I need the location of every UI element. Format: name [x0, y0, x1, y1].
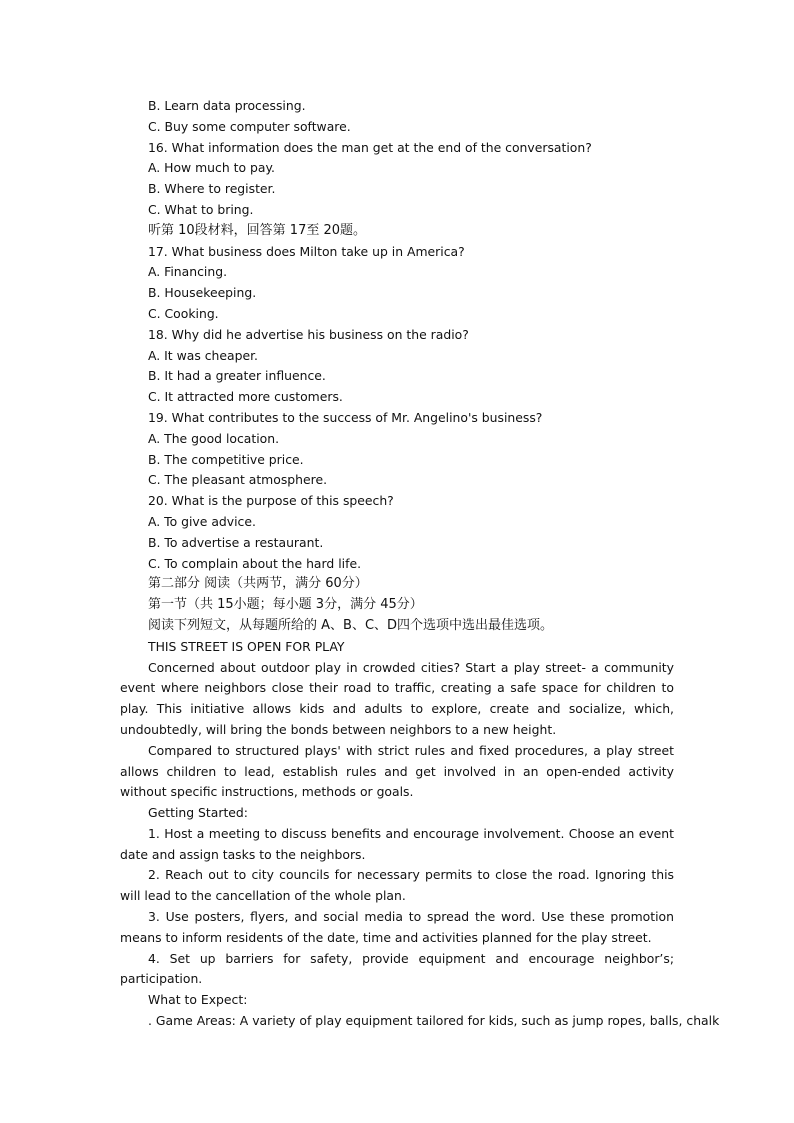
option-line: A. It was cheaper. [148, 347, 258, 363]
question-line: 20. What is the purpose of this speech? [148, 493, 394, 509]
section-instruction: 听第 10段材料，回答第 17至 20题。 [148, 222, 367, 238]
question-line: 17. What business does Milton take up in America? [148, 243, 465, 259]
option-line: B. To advertise a restaurant. [148, 534, 324, 550]
option-line: C. Buy some computer software. [148, 118, 351, 134]
question-line: 18. Why did he advertise his business on the radio? [148, 326, 469, 342]
question-line: 16. What information does the man get at the end of the conversation? [148, 139, 592, 155]
getting-started-heading: Getting Started: [148, 805, 248, 821]
part-heading: 第二部分 阅读（共两节，满分 60分） [148, 576, 368, 592]
step-item: 4. Set up barriers for safety, provide equipment and encourage neighbor’s; participation. [120, 950, 674, 987]
option-line: A. Financing. [148, 264, 228, 280]
option-line: A. The good location. [148, 430, 280, 446]
step-item: 3. Use posters, flyers, and social media to spread the word. Use these promotion means to inform residents of the date, time and activities planned for the play street. [120, 909, 674, 945]
option-line: B. Where to register. [148, 181, 276, 197]
option-line: B. It had a greater influence. [148, 368, 326, 384]
option-line: B. Learn data processing. [148, 98, 306, 113]
option-line: C. It attracted more customers. [148, 389, 343, 405]
step-item: 1. Host a meeting to discuss benefits and encourage involvement. Choose an event date and assign tasks to the neighbors. [120, 825, 674, 862]
option-line: B. Housekeeping. [148, 285, 257, 301]
step-item: 2. Reach out to city councils for necessary permits to close the road. Ignoring this will lead to the cancellation of the whole plan. [120, 867, 674, 904]
what-to-expect-heading: What to Expect: [148, 992, 248, 1008]
reading-instruction: 阅读下列短文，从每题所给的 A、B、C、D四个选项中选出最佳选项。 [148, 617, 554, 633]
question-line: 19. What contributes to the success of Mr. Angelino's business? [148, 409, 543, 425]
passage-paragraph: Compared to structured plays' with strict rules and fixed procedures, a play street allows children to lead, establish rules and get involved in an open-ended activity without specific instructions, methods or goals. [120, 742, 674, 800]
option-line: C. To complain about the hard life. [148, 555, 362, 571]
passage-title: THIS STREET IS OPEN FOR PLAY [148, 638, 345, 654]
expect-item: . Game Areas: A variety of play equipment tailored for kids, such as jump ropes, balls, chalk [148, 1013, 720, 1029]
passage-paragraph: Concerned about outdoor play in crowded cities? Start a play street- a community event where neighbors close their road to traffic, creating a safe space for children to play. This initiative allows kids and adults to explore, create and socialize, which, undoubtedly, will bring the bonds between neighbors to a new height. [120, 659, 674, 737]
option-line: B. The competitive price. [148, 451, 304, 467]
option-line: A. To give advice. [148, 513, 256, 529]
document-page [120, 96, 720, 1032]
option-line: C. Cooking. [148, 305, 219, 321]
option-line: A. How much to pay. [148, 160, 275, 176]
option-line: C. The pleasant atmosphere. [148, 472, 328, 488]
section-heading: 第一节（共 15小题；每小题 3分，满分 45分） [148, 597, 423, 613]
option-line: C. What to bring. [148, 201, 254, 217]
